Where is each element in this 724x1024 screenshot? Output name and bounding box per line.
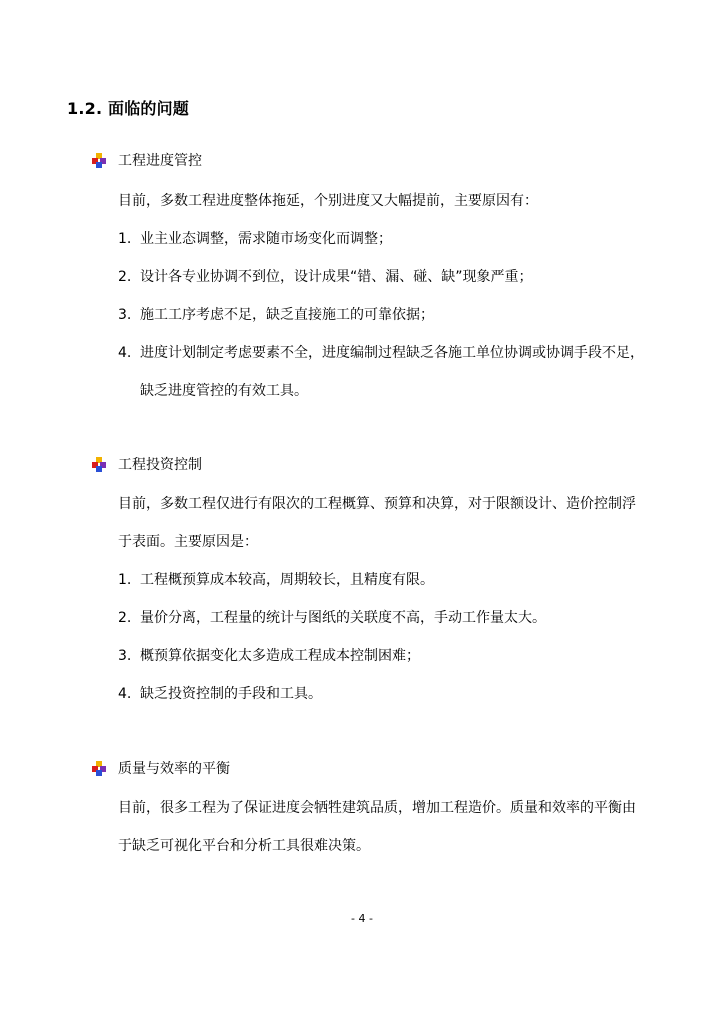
list-text: 量价分离，工程量的统计与图纸的关联度不高，手动工作量太大。: [140, 610, 546, 626]
list-number: 4.: [118, 345, 132, 361]
list-number: 3.: [118, 648, 132, 664]
bullet-title: 工程进度管控: [118, 153, 202, 169]
paragraph: 目前，多数工程进度整体拖延，个别进度又大幅提前，主要原因有：: [118, 193, 538, 209]
list-item: [118, 683, 322, 703]
paragraph-continuation: 于缺乏可视化平台和分析工具很难决策。: [118, 838, 370, 854]
list-text: 进度计划制定考虑要素不全，进度编制过程缺乏各施工单位协调或协调手段不足，: [140, 345, 644, 361]
list-item: [118, 304, 434, 324]
bullet-schedule-control: [92, 150, 202, 170]
list-number: 2.: [118, 269, 132, 285]
bullet-investment-control: [92, 454, 202, 474]
list-text: 施工工序考虑不足，缺乏直接施工的可靠依据；: [140, 307, 434, 323]
list-number: 4.: [118, 686, 132, 702]
paragraph: 目前，很多工程为了保证进度会牺牲建筑品质，增加工程造价。质量和效率的平衡由: [118, 800, 636, 816]
list-text: 缺乏投资控制的手段和工具。: [140, 686, 322, 702]
page-number: - 4 -: [351, 912, 373, 925]
bullet-icon: [92, 761, 106, 775]
list-item: [118, 342, 644, 362]
list-text: 业主业态调整，需求随市场变化而调整；: [140, 231, 392, 247]
bullet-title: 质量与效率的平衡: [118, 761, 230, 777]
list-item: [118, 607, 546, 627]
bullet-quality-efficiency: [92, 758, 230, 778]
list-text: 工程概预算成本较高，周期较长，且精度有限。: [140, 572, 434, 588]
bullet-icon: [92, 457, 106, 471]
list-number: 3.: [118, 307, 132, 323]
list-text: 概预算依据变化太多造成工程成本控制困难；: [140, 648, 420, 664]
list-item: [118, 645, 420, 665]
list-text: 设计各专业协调不到位，设计成果“错、漏、碰、缺”现象严重；: [140, 269, 533, 285]
paragraph-continuation: 于表面。主要原因是：: [118, 534, 258, 550]
list-number: 2.: [118, 610, 132, 626]
bullet-title: 工程投资控制: [118, 457, 202, 473]
paragraph: 目前，多数工程仅进行有限次的工程概算、预算和决算，对于限额设计、造价控制浮: [118, 496, 636, 512]
section-heading: 1.2. 面临的问题: [67, 99, 189, 118]
list-item: [118, 569, 434, 589]
list-number: 1.: [118, 231, 132, 247]
bullet-icon: [92, 153, 106, 167]
list-item: [118, 228, 392, 248]
list-item: [118, 266, 533, 286]
list-item-continuation: 缺乏进度管控的有效工具。: [140, 383, 308, 399]
list-number: 1.: [118, 572, 132, 588]
